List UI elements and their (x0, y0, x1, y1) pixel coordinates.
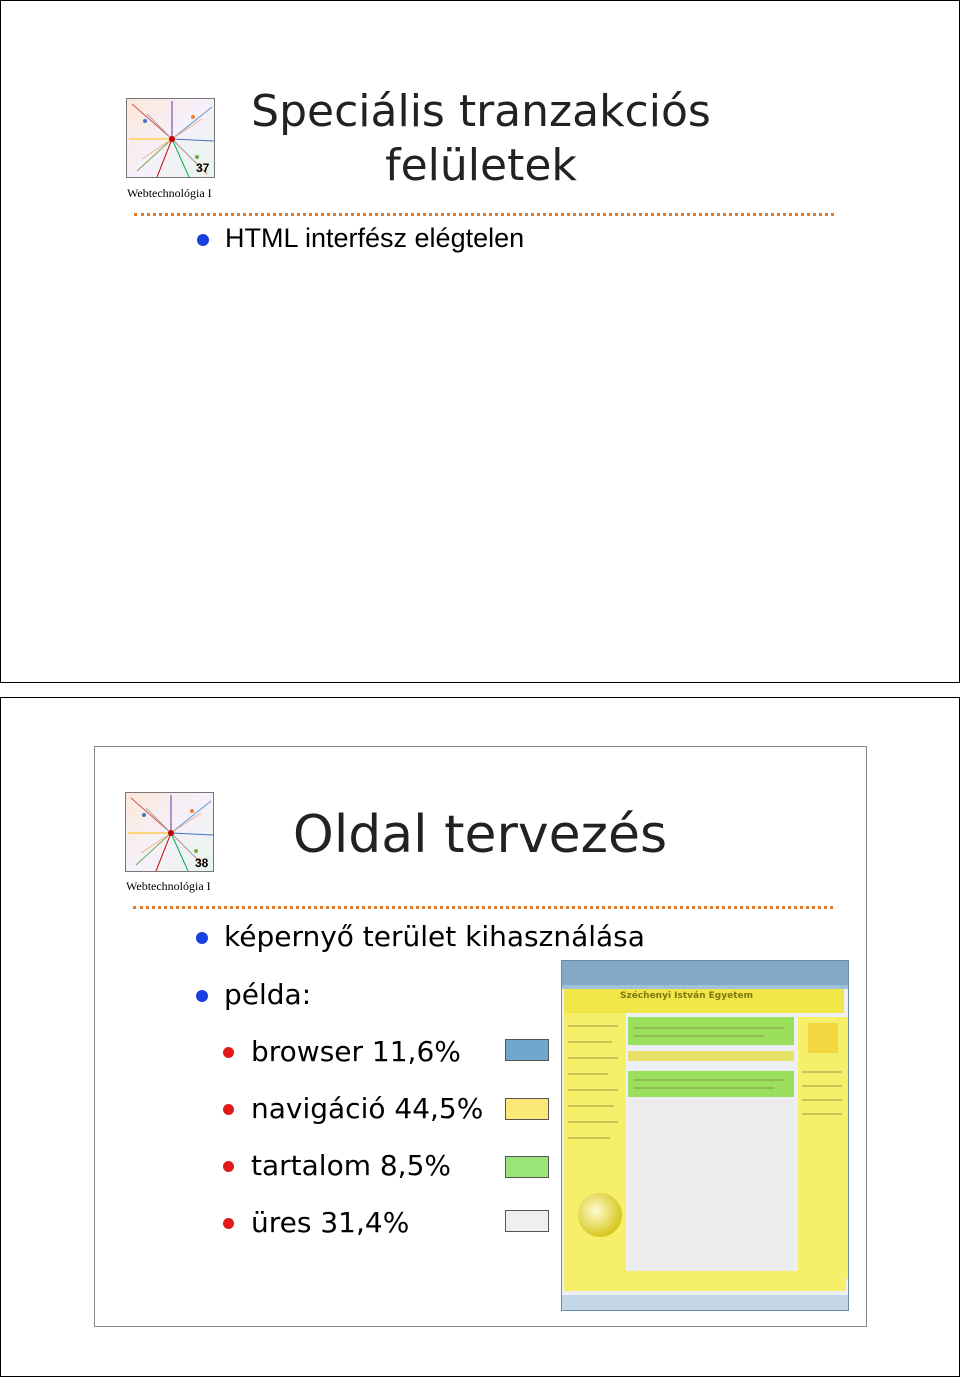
sub-bullet-icon (223, 1104, 234, 1115)
content-line (634, 1027, 784, 1029)
content-area-news (628, 1071, 794, 1097)
bullet-text: példa: (224, 978, 312, 1011)
bullet-icon (196, 990, 208, 1002)
nav-line (802, 1113, 842, 1115)
breakdown-label-browser: browser 11,6% (251, 1035, 461, 1068)
bullet-icon (197, 234, 209, 246)
content-area-top (628, 1017, 794, 1045)
swatch-content (505, 1156, 549, 1178)
content-line (634, 1087, 774, 1089)
content-line (634, 1035, 764, 1037)
sub-bullet-icon (223, 1047, 234, 1058)
course-label: Webtechnológia I (126, 879, 211, 893)
sun-logo-icon (808, 1023, 838, 1053)
slide-title (231, 85, 731, 193)
nav-line (802, 1071, 842, 1073)
nav-line (802, 1085, 842, 1087)
sub-bullet-icon (223, 1218, 234, 1229)
breakdown-label-navigation: navigáció 44,5% (251, 1092, 484, 1125)
browser-toolbar (562, 961, 848, 985)
footer-navigation (564, 1271, 846, 1291)
browser-statusbar (562, 1295, 848, 1311)
nav-line (568, 1105, 614, 1107)
content-line (634, 1079, 784, 1081)
slide-title-line-1: Speciális tranzakciós (251, 86, 711, 137)
breakdown-label-content: tartalom 8,5% (251, 1149, 452, 1182)
swatch-navigation (505, 1098, 549, 1120)
breakdown-label-empty: üres 31,4% (251, 1206, 410, 1239)
course-label: Webtechnológia I (127, 186, 212, 200)
title-separator (133, 906, 833, 909)
bullet-text: HTML interfész elégtelen (225, 223, 525, 253)
swatch-browser (505, 1039, 549, 1061)
slide-number: 37 (196, 161, 210, 175)
nav-line (802, 1099, 842, 1101)
slide-title: Oldal tervezés (292, 805, 668, 865)
site-banner-text: Széchenyi István Egyetem (620, 991, 753, 1001)
title-separator (134, 213, 834, 216)
nav-line (568, 1089, 618, 1091)
globe-graphic-icon (578, 1193, 622, 1237)
slide-number: 38 (195, 856, 209, 870)
navigation-strip (628, 1051, 794, 1061)
nav-line (568, 1073, 608, 1075)
swatch-empty (505, 1210, 549, 1232)
right-navigation-area (798, 1017, 848, 1279)
nav-line (568, 1041, 612, 1043)
slide-title-line-2: felületek (385, 140, 577, 191)
bullet-text: képernyő terület kihasználása (224, 920, 645, 953)
sub-bullet-icon (223, 1161, 234, 1172)
nav-line (568, 1057, 618, 1059)
website-screenshot (561, 960, 849, 1311)
nav-line (568, 1137, 610, 1139)
nav-line (568, 1025, 618, 1027)
slide-37 (0, 0, 960, 683)
nav-line (568, 1121, 618, 1123)
empty-area (628, 1099, 794, 1271)
bullet-icon (196, 932, 208, 944)
